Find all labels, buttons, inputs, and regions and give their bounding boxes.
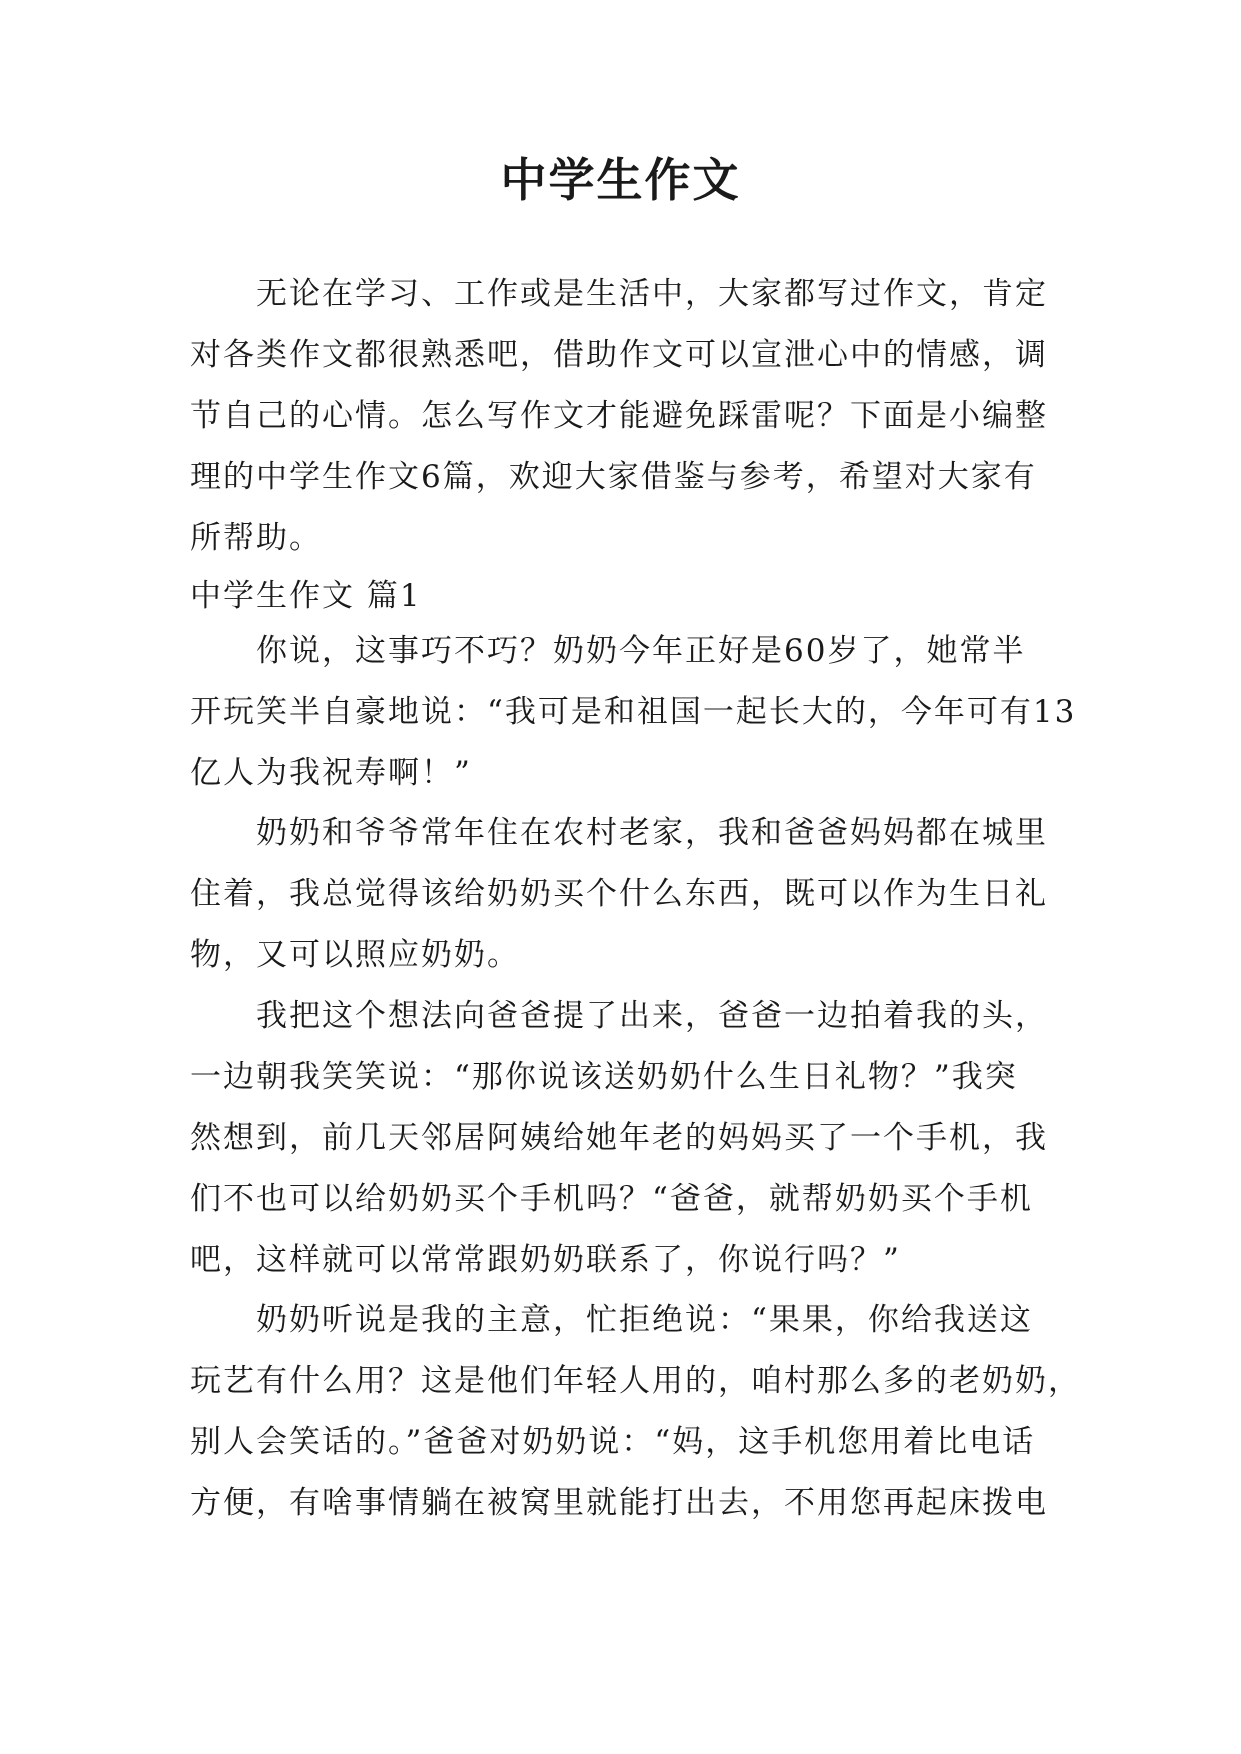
paragraph-line: 们不也可以给奶奶买个手机吗？“爸爸，就帮奶奶买个手机 bbox=[190, 1181, 1033, 1217]
paragraph-line: 玩艺有什么用？这是他们年轻人用的，咱村那么多的老奶奶， bbox=[190, 1363, 1081, 1399]
intro-line: 无论在学习、工作或是生活中，大家都写过作文，肯定 bbox=[256, 276, 1048, 312]
paragraph-3 bbox=[190, 986, 1050, 1291]
paragraph-line: 物，又可以照应奶奶。 bbox=[190, 937, 520, 973]
paragraph-line: 住着，我总觉得该给奶奶买个什么东西，既可以作为生日礼 bbox=[190, 876, 1048, 912]
paragraph-line: 奶奶听说是我的主意，忙拒绝说：“果果，你给我送这 bbox=[256, 1302, 1033, 1338]
paragraph-line: 然想到，前几天邻居阿姨给她年老的妈妈买了一个手机，我 bbox=[190, 1120, 1048, 1156]
paragraph-line: 别人会笑话的。”爸爸对奶奶说：“妈，这手机您用着比电话 bbox=[190, 1424, 1036, 1460]
intro-line: 对各类作文都很熟悉吧，借助作文可以宣泄心中的情感，调 bbox=[190, 337, 1048, 373]
section-heading: 中学生作文 篇1 bbox=[190, 578, 422, 614]
paragraph-line: 方便，有啥事情躺在被窝里就能打出去，不用您再起床拨电 bbox=[190, 1485, 1048, 1521]
intro-line: 理的中学生作文6篇，欢迎大家借鉴与参考，希望对大家有 bbox=[190, 459, 1037, 495]
paragraph-line: 亿人为我祝寿啊！” bbox=[190, 755, 472, 791]
paragraph-4 bbox=[190, 1290, 1081, 1534]
paragraph-line: 奶奶和爷爷常年住在农村老家，我和爸爸妈妈都在城里 bbox=[256, 815, 1048, 851]
paragraph-1 bbox=[190, 621, 1077, 804]
paragraph-line: 一边朝我笑笑说：“那你说该送奶奶什么生日礼物？”我突 bbox=[190, 1059, 1018, 1095]
paragraph-line: 吧，这样就可以常常跟奶奶联系了，你说行吗？” bbox=[190, 1242, 901, 1278]
document-title: 中学生作文 bbox=[500, 153, 741, 207]
paragraph-line: 你说，这事巧不巧？奶奶今年正好是60岁了，她常半 bbox=[256, 633, 1026, 669]
paragraph-line: 我把这个想法向爸爸提了出来，爸爸一边拍着我的头， bbox=[256, 998, 1048, 1034]
intro-paragraph bbox=[190, 264, 1050, 569]
paragraph-2 bbox=[190, 803, 1050, 986]
intro-line: 所帮助。 bbox=[190, 520, 322, 556]
paragraph-line: 开玩笑半自豪地说：“我可是和祖国一起长大的，今年可有13 bbox=[190, 694, 1077, 730]
intro-line: 节自己的心情。怎么写作文才能避免踩雷呢？下面是小编整 bbox=[190, 398, 1048, 434]
